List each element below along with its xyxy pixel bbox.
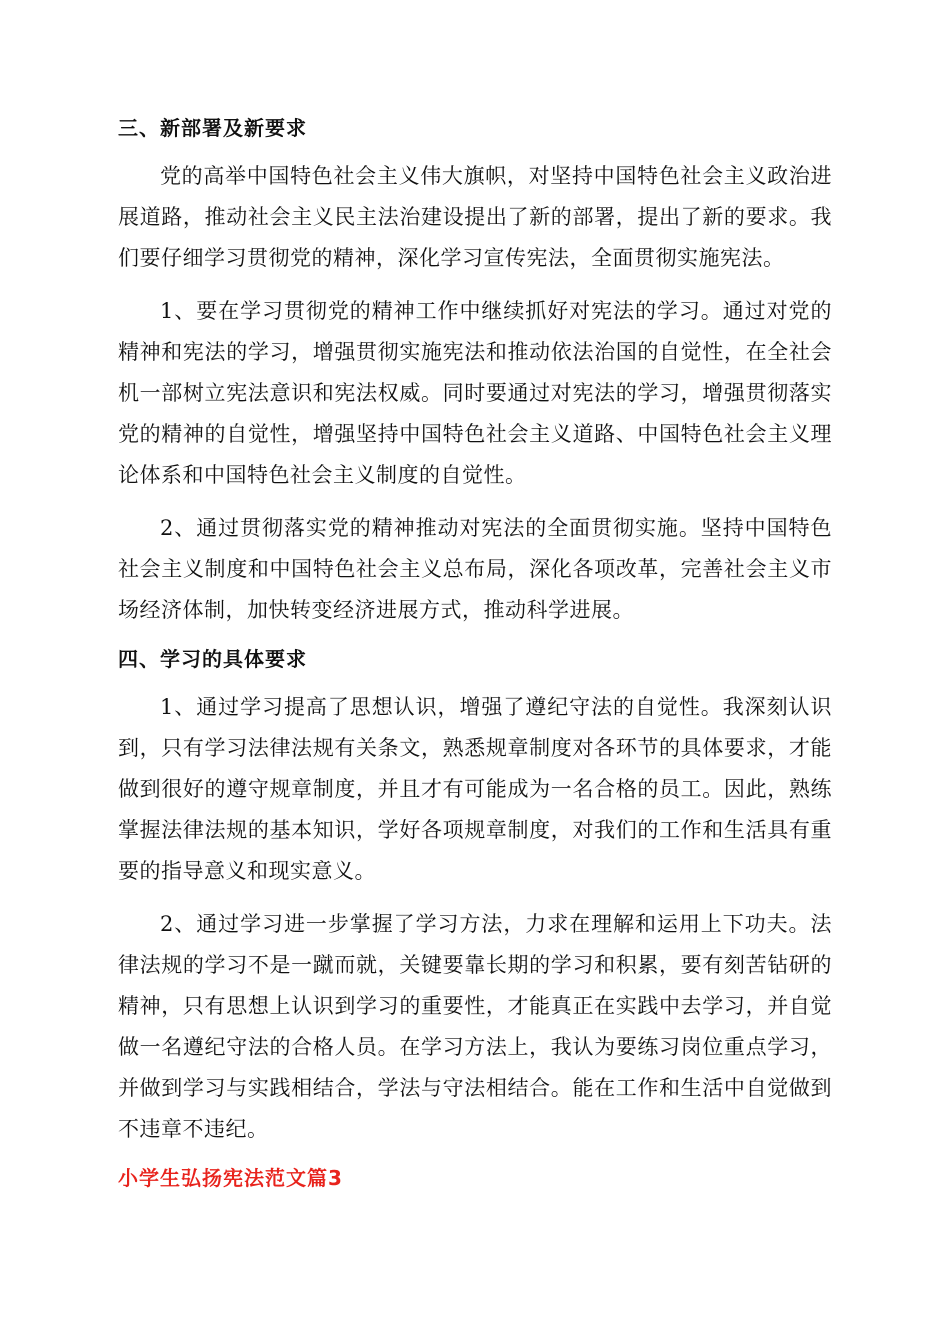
paragraph: 1、通过学习提高了思想认识，增强了遵纪守法的自觉性。我深刻认识到，只有学习法律法规有关条文，熟悉规章制度对各环节的具体要求，才能做到很好的遵守规章制度，并且才有可能成为一名合格的员工。因此，熟练掌握法律法规的基本知识，学好各项规章制度，对我们的工作和生活具有重要的指导意义和现实意义。	[118, 695, 832, 883]
paragraph: 党的高举中国特色社会主义伟大旗帜，对坚持中国特色社会主义政治进展道路，推动社会主义民主法治建设提出了新的部署，提出了新的要求。我们要仔细学习贯彻党的精神，深化学习宣传宪法，全面贯彻实施宪法。	[118, 164, 832, 270]
paragraph: 1、要在学习贯彻党的精神工作中继续抓好对宪法的学习。通过对党的精神和宪法的学习，增强贯彻实施宪法和推动依法治国的自觉性，在全社会机一部树立宪法意识和宪法权威。同时要通过对宪法的学习，增强贯彻落实党的精神的自觉性，增强坚持中国特色社会主义道路、中国特色社会主义理论体系和中国特色社会主义制度的自觉性。	[118, 299, 832, 487]
document-body	[118, 112, 832, 1194]
section-heading-4: 四、学习的具体要求	[118, 647, 307, 671]
paragraph: 2、通过学习进一步掌握了学习方法，力求在理解和运用上下功夫。法律法规的学习不是一蹴而就，关键要靠长期的学习和积累，要有刻苦钻研的精神，只有思想上认识到学习的重要性，才能真正在实践中去学习，并自觉做一名遵纪守法的合格人员。在学习方法上，我认为要练习岗位重点学习，并做到学习与实践相结合，学法与守法相结合。能在工作和生活中自觉做到不违章不违纪。	[118, 912, 832, 1141]
next-article-title: 小学生弘扬宪法范文篇3	[118, 1166, 343, 1190]
section-heading-3: 三、新部署及新要求	[118, 116, 307, 140]
paragraph: 2、通过贯彻落实党的精神推动对宪法的全面贯彻实施。坚持中国特色社会主义制度和中国特色社会主义总布局，深化各项改革，完善社会主义市场经济体制，加快转变经济进展方式，推动科学进展。	[118, 516, 832, 622]
